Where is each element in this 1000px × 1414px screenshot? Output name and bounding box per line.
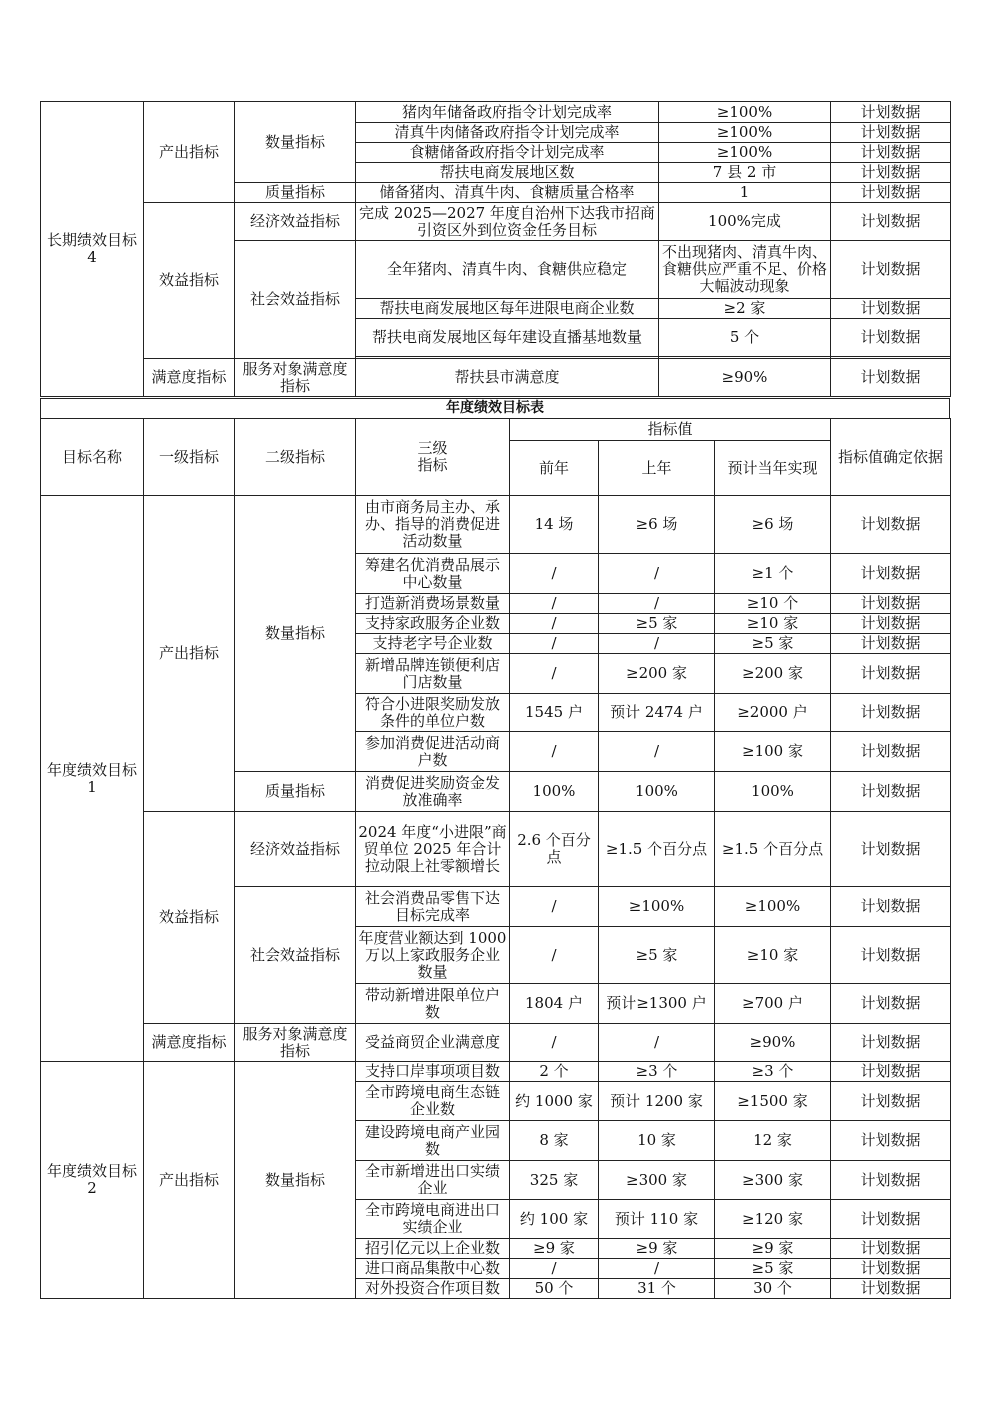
expected-cell: ≥10 家 [715,614,831,634]
value-cell: 5 个 [659,319,831,357]
indicator-cell: 消费促进奖励资金发放准确率 [356,772,510,812]
basis-cell: 计划数据 [831,1200,951,1239]
basis-cell: 计划数据 [831,1062,951,1082]
basis-cell: 计划数据 [831,1239,951,1259]
basis-cell: 计划数据 [831,614,951,634]
expected-cell: ≥3 个 [715,1062,831,1082]
basis-cell: 计划数据 [831,123,951,143]
expected-cell: ≥6 场 [715,496,831,554]
basis-cell: 计划数据 [831,634,951,654]
annual-title-table [40,398,950,419]
level2-cell: 社会效益指标 [235,887,356,1024]
level1-cell: 效益指标 [144,203,235,359]
indicator-cell: 清真牛肉储备政府指令计划完成率 [356,123,659,143]
indicator-cell: 新增品牌连锁便利店门店数量 [356,654,510,694]
basis-cell: 计划数据 [831,812,951,887]
last-cell: ≥300 家 [599,1161,715,1200]
annual-table-title: 年度绩效目标表 [41,399,950,419]
long-term-goal-table [40,101,951,397]
expected-cell: ≥90% [715,1024,831,1062]
indicator-cell: 招引亿元以上企业数 [356,1239,510,1259]
expected-cell: ≥100% [715,887,831,927]
last-cell: ≥5 家 [599,614,715,634]
prev-cell: / [510,594,599,614]
level2-cell: 数量指标 [235,496,356,772]
prev-cell: / [510,654,599,694]
indicator-cell: 猪肉年储备政府指令计划完成率 [356,102,659,123]
last-cell: ≥1.5 个百分点 [599,812,715,887]
indicator-cell: 完成 2025—2027 年度自治州下达我市招商引资区外到位资金任务目标 [356,203,659,241]
prev-cell: / [510,554,599,594]
level1-cell: 产出指标 [144,1062,235,1299]
prev-cell: 约 100 家 [510,1200,599,1239]
level1-cell: 满意度指标 [144,359,235,397]
prev-cell: / [510,614,599,634]
header-expected: 预计当年实现 [715,441,831,496]
prev-cell: 2 个 [510,1062,599,1082]
last-cell: 预计≥1300 户 [599,984,715,1024]
basis-cell: 计划数据 [831,359,951,397]
indicator-cell: 全市跨境电商进出口实绩企业 [356,1200,510,1239]
basis-cell: 计划数据 [831,1279,951,1299]
indicator-cell: 年度营业额达到 1000 万以上家政服务企业数量 [356,927,510,984]
indicator-cell: 储备猪肉、清真牛肉、食糖质量合格率 [356,183,659,203]
last-cell: / [599,1259,715,1279]
indicator-cell: 帮扶电商发展地区每年建设直播基地数量 [356,319,659,357]
basis-cell: 计划数据 [831,1024,951,1062]
last-cell: ≥5 家 [599,927,715,984]
indicator-cell: 2024 年度“小进限”商贸单位 2025 年合计拉动限上社零额增长 [356,812,510,887]
prev-cell: / [510,1259,599,1279]
prev-cell: ≥9 家 [510,1239,599,1259]
basis-cell: 计划数据 [831,1259,951,1279]
prev-cell: 1804 户 [510,984,599,1024]
last-cell: / [599,554,715,594]
last-cell: 100% [599,772,715,812]
basis-cell: 计划数据 [831,143,951,163]
expected-cell: ≥5 家 [715,1259,831,1279]
header-last-year: 上年 [599,441,715,496]
indicator-cell: 筹建名优消费品展示中心数量 [356,554,510,594]
basis-cell: 计划数据 [831,183,951,203]
last-cell: ≥200 家 [599,654,715,694]
value-cell: ≥90% [659,359,831,397]
prev-cell: 50 个 [510,1279,599,1299]
prev-cell: 约 1000 家 [510,1082,599,1121]
indicator-cell: 参加消费促进活动商户数 [356,732,510,772]
basis-cell: 计划数据 [831,496,951,554]
header-level2: 二级指标 [235,419,356,496]
basis-cell: 计划数据 [831,984,951,1024]
goal-name-cell: 年度绩效目标 1 [41,496,144,1062]
last-cell: ≥6 场 [599,496,715,554]
basis-cell: 计划数据 [831,241,951,299]
indicator-cell: 由市商务局主办、承办、指导的消费促进活动数量 [356,496,510,554]
last-cell: / [599,634,715,654]
annual-goal-table [40,418,951,1062]
basis-cell: 计划数据 [831,319,951,357]
last-cell: / [599,1024,715,1062]
prev-cell: 14 场 [510,496,599,554]
value-cell: 不出现猪肉、清真牛肉、食糖供应严重不足、价格大幅波动现象 [659,241,831,299]
expected-cell: ≥1 个 [715,554,831,594]
indicator-cell: 全市新增进出口实绩企业 [356,1161,510,1200]
indicator-cell: 全年猪肉、清真牛肉、食糖供应稳定 [356,241,659,299]
basis-cell: 计划数据 [831,102,951,123]
indicator-cell: 带动新增进限单位户数 [356,984,510,1024]
prev-cell: 1545 户 [510,694,599,732]
basis-cell: 计划数据 [831,594,951,614]
header-prev-year: 前年 [510,441,599,496]
prev-cell: / [510,634,599,654]
level2-cell: 经济效益指标 [235,203,356,241]
last-cell: 预计 110 家 [599,1200,715,1239]
prev-cell: / [510,887,599,927]
prev-cell: 325 家 [510,1161,599,1200]
expected-cell: ≥300 家 [715,1161,831,1200]
value-cell: 100%完成 [659,203,831,241]
prev-cell: 100% [510,772,599,812]
level2-cell: 数量指标 [235,1062,356,1299]
expected-cell: 30 个 [715,1279,831,1299]
value-cell: ≥100% [659,143,831,163]
expected-cell: 100% [715,772,831,812]
goal-name-cell: 年度绩效目标 2 [41,1062,144,1299]
expected-cell: ≥10 家 [715,927,831,984]
basis-cell: 计划数据 [831,299,951,319]
header-goal-name: 目标名称 [41,419,144,496]
expected-cell: ≥5 家 [715,634,831,654]
expected-cell: ≥120 家 [715,1200,831,1239]
indicator-cell: 全市跨境电商生态链企业数 [356,1082,510,1121]
basis-cell: 计划数据 [831,1121,951,1161]
prev-cell: 2.6 个百分点 [510,812,599,887]
level2-cell: 服务对象满意度指标 [235,1024,356,1062]
header-basis: 指标值确定依据 [831,419,951,496]
header-level3: 三级 指标 [356,419,510,496]
basis-cell: 计划数据 [831,732,951,772]
last-cell: / [599,732,715,772]
indicator-cell: 受益商贸企业满意度 [356,1024,510,1062]
value-cell: ≥100% [659,102,831,123]
expected-cell: ≥200 家 [715,654,831,694]
basis-cell: 计划数据 [831,887,951,927]
expected-cell: ≥10 个 [715,594,831,614]
level1-cell: 产出指标 [144,102,235,203]
basis-cell: 计划数据 [831,163,951,183]
last-cell: ≥100% [599,887,715,927]
indicator-cell: 帮扶电商发展地区每年进限电商企业数 [356,299,659,319]
indicator-cell: 对外投资合作项目数 [356,1279,510,1299]
value-cell: 1 [659,183,831,203]
basis-cell: 计划数据 [831,1161,951,1200]
last-cell: 预计 2474 户 [599,694,715,732]
value-cell: ≥2 家 [659,299,831,319]
basis-cell: 计划数据 [831,1082,951,1121]
indicator-cell: 支持口岸事项项目数 [356,1062,510,1082]
last-cell: 10 家 [599,1121,715,1161]
last-cell: / [599,594,715,614]
indicator-cell: 打造新消费场景数量 [356,594,510,614]
level2-cell: 质量指标 [235,772,356,812]
prev-cell: / [510,1024,599,1062]
annual-goal2-table [40,1061,951,1299]
level2-cell: 质量指标 [235,183,356,203]
expected-cell: 12 家 [715,1121,831,1161]
last-cell: 预计 1200 家 [599,1082,715,1121]
prev-cell: 8 家 [510,1121,599,1161]
indicator-cell: 符合小进限奖励发放条件的单位户数 [356,694,510,732]
indicator-cell: 进口商品集散中心数 [356,1259,510,1279]
indicator-cell: 帮扶县市满意度 [356,359,659,397]
indicator-cell: 食糖储备政府指令计划完成率 [356,143,659,163]
indicator-cell: 建设跨境电商产业园数 [356,1121,510,1161]
expected-cell: ≥2000 户 [715,694,831,732]
level1-cell: 效益指标 [144,812,235,1024]
level1-cell: 满意度指标 [144,1024,235,1062]
expected-cell: ≥9 家 [715,1239,831,1259]
basis-cell: 计划数据 [831,654,951,694]
basis-cell: 计划数据 [831,203,951,241]
basis-cell: 计划数据 [831,927,951,984]
expected-cell: ≥100 家 [715,732,831,772]
expected-cell: ≥700 户 [715,984,831,1024]
level2-cell: 数量指标 [235,102,356,183]
expected-cell: ≥1500 家 [715,1082,831,1121]
header-level1: 一级指标 [144,419,235,496]
indicator-cell: 支持家政服务企业数 [356,614,510,634]
level2-cell: 社会效益指标 [235,241,356,359]
level1-cell: 产出指标 [144,496,235,812]
last-cell: ≥3 个 [599,1062,715,1082]
prev-cell: / [510,732,599,772]
expected-cell: ≥1.5 个百分点 [715,812,831,887]
value-cell: ≥100% [659,123,831,143]
value-cell: 7 县 2 市 [659,163,831,183]
basis-cell: 计划数据 [831,694,951,732]
prev-cell: / [510,927,599,984]
indicator-cell: 社会消费品零售下达目标完成率 [356,887,510,927]
indicator-cell: 帮扶电商发展地区数 [356,163,659,183]
last-cell: ≥9 家 [599,1239,715,1259]
basis-cell: 计划数据 [831,554,951,594]
last-cell: 31 个 [599,1279,715,1299]
level2-cell: 经济效益指标 [235,812,356,887]
goal-name-cell: 长期绩效目标 4 [41,102,144,397]
basis-cell: 计划数据 [831,772,951,812]
indicator-cell: 支持老字号企业数 [356,634,510,654]
header-value-group: 指标值 [510,419,831,441]
level2-cell: 服务对象满意度指标 [235,359,356,397]
